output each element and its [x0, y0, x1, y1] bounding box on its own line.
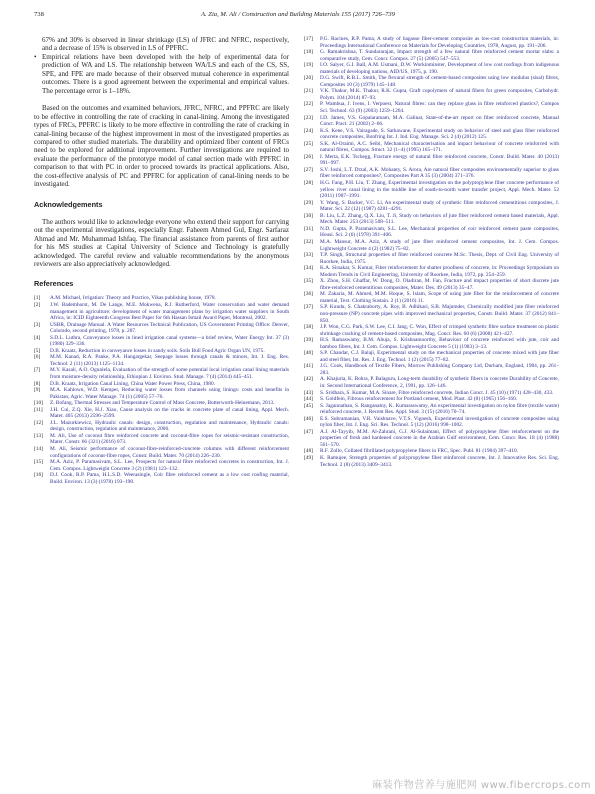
- reference-link[interactable]: P.G. Racines, R.P. Pama, A study of bagasse fiber-cement composite as low-cost construction materials, in: Proceedings International Conference on Materials for Developing Countries, 1978, August, pp. 191–206.: [320, 36, 559, 49]
- reference-item: [34, 472, 289, 485]
- reference-number: [23]: [304, 114, 313, 121]
- bullet-dot-icon: •: [34, 52, 37, 61]
- reference-number: [1]: [34, 295, 41, 302]
- reference-number: [30]: [304, 212, 313, 219]
- running-head-citation: A. Zia, M. Ali / Construction and Building Materials 155 (2017) 726–739: [200, 11, 396, 18]
- reference-link[interactable]: Z. Bofang, Thermal Stresses and Temperature Control of Mass Concrete, Butterworth-Heinemann, 2013.: [50, 400, 275, 407]
- reference-number: [41]: [304, 363, 313, 370]
- reference-item: [304, 49, 559, 62]
- reference-item: [304, 363, 559, 376]
- reference-link[interactable]: M. Ali, Use of coconut fibre reinforced concrete and coconut-fibre ropes for seismic-resistant construction, Mater. Constr. 66 (321) (2016) 073.: [50, 432, 289, 446]
- reference-link[interactable]: T.P. Singh, Structural properties of fiber reinforced concrete M.Sc. Thesis, Dept. of Civil Eng. University of Roorkee, India, 1975.: [320, 252, 559, 265]
- reference-item: [304, 128, 559, 141]
- reference-number: [38]: [304, 324, 313, 331]
- reference-link[interactable]: D.G. Swift, R.B.L. Smith, The flexural strength of cement-based composites using low modulus (sisal) fibres, Composites 10 (3) (1979) 145–148.: [320, 75, 559, 88]
- reference-number: [43]: [304, 389, 313, 396]
- reference-number: [18]: [304, 49, 313, 56]
- reference-number: [45]: [304, 402, 313, 409]
- reference-item: [304, 403, 559, 416]
- closing-paragraph: Based on the outcomes and examined behaviors, JFRC, NFRC, and PPFRC are likely to be effective in controlling the rate of cracking in canal-lining. Among the investigated types of FRCs, PPFRC is likely to be more effective in controlling the rate of cracking in canal-lining because of the highest improvement in most of the investigated properties as compared to other studied materials. The durability and optimized fiber content of FRCs need to be explored for additional improvement. Further investigations are required to evaluate the performance of the prototype model of canal section made with PPFRC in comparison to that with PC in order to proceed towards its practical applications. Also, the cost-effective analysis of PC and PPFRC for application of canal-lining needs to be investigated.: [34, 104, 289, 189]
- reference-link[interactable]: S.P. Kundu, S. Chakraborty, A. Roy, B. Adhikari, S.B. Majumder, Chemically modified jute fiber reinforced non-pressure (NP) concrete pipes with improved mechanical properties, Constr. Build. Mater. 37 (2012) 841–850.: [320, 304, 559, 324]
- reference-number: [21]: [304, 88, 313, 95]
- reference-number: [42]: [304, 376, 313, 383]
- reference-number: [39]: [304, 337, 313, 344]
- reference-link[interactable]: M.A. Kahlown, W.D. Kemper, Reducing water losses from channels using linings: costs and benefits in Pakistan, Agric. Water Manage. 74 (1) (2005) 57–76.: [50, 387, 289, 400]
- reference-number: [11]: [34, 406, 43, 413]
- reference-number: [37]: [304, 304, 313, 311]
- reference-number: [6]: [34, 354, 41, 361]
- reference-link[interactable]: M.Y. Kasali, A.O. Ogunlela, Evaluation of the strength of some potential local irrigation canal lining materials from moisture-density relationship, Ethiopian J. Environ. Stud. Manage. 7 (4) (2014) 445–451.: [50, 367, 289, 380]
- reference-item: [34, 387, 289, 400]
- reference-link[interactable]: M.M. Kanad, R.A. Panke, P.A. Hangargekar, Seepage losses through canals & minors, Int. J. Eng. Res. Technol. 2 (11) (2013) 1125–1134.: [50, 354, 289, 367]
- reference-number: [25]: [304, 140, 313, 147]
- reference-link[interactable]: S. Sridhara, S. Kumar, M.A. Sinare, Fibre reinforced concrete, Indian Concr. J. 45 (10) (1971) 428–430, 433.: [320, 389, 554, 396]
- reference-item: [304, 200, 559, 213]
- reference-link[interactable]: M.A. Aziz, P. Paramasivam, S.L. Lee, Prospects for natural fibre reinforced concretes in construction, Int. J. Cem. Compos. Lightweight Concrete 3 (2) (1981) 123–132.: [50, 459, 289, 472]
- reference-number: [15]: [34, 459, 43, 466]
- reference-link[interactable]: A.M. Michael, Irrigation: Theory and Practice, Vikas publishing house, 1978.: [50, 295, 216, 302]
- reference-item: [304, 226, 559, 239]
- intro-text: 67% and 30% is observed in linear shrinkage (LS) of JFRC and NFRC, respectively, and a decrease of 15% is observed in LS of PPFRC.: [42, 36, 289, 53]
- reference-item: [304, 213, 559, 226]
- reference-item: [34, 335, 289, 348]
- reference-number: [44]: [304, 396, 313, 403]
- ack-heading: Acknowledgements: [34, 199, 103, 209]
- reference-link[interactable]: M. Ali, Seismic performance of coconut-fibre-reinforced-concrete columns with different reinforcement configurations of coconut-fibre ropes, Constr. Build. Mater. 70 (2014) 226–230.: [50, 446, 289, 459]
- reference-item: [304, 141, 559, 154]
- reference-number: [22]: [304, 101, 313, 108]
- reference-link[interactable]: M.A. Mansur, M.A. Aziz, A study of jute fiber reinforced cement composites, Int. J. Cem. Compos. Lightweight Concrete 4 (2) (1982) 75–82.: [320, 238, 559, 252]
- reference-item: [304, 36, 559, 49]
- reference-number: [17]: [304, 36, 313, 42]
- reference-number: [35]: [304, 278, 313, 285]
- reference-link[interactable]: S.P. Chandar, C.J. Balaji, Experimental study on the mechanical properties of concrete mixed with jute fiber and steel fiber, Int. Res. J. Eng. Technol. 1 (2) (2015) 77–82.: [320, 350, 559, 363]
- reference-item: [34, 354, 289, 367]
- reference-number: [26]: [304, 153, 313, 160]
- reference-link[interactable]: K. Ramujee, Strength properties of polypropylene fiber reinforced concrete, Int. J. Innovative Res. Sci. Eng. Technol. 2 (8) (2013) 3409–3413.: [320, 455, 559, 468]
- reference-link[interactable]: H.G. Fang, P.H. Liu, T. Zhang, Experimental investigation on the polypropylene fiber concrete performance of yellow river canal lining in the middle line of south-to-north water transfer project, Appl. Mech. Mater. 52 (2011) 1987–1991.: [320, 180, 559, 200]
- right-column: [304, 36, 559, 468]
- reference-link[interactable]: P. Wambua, J. Ivens, I. Verpoest, Natural fibres: can they replace glass in fibre reinforced plastics?, Compos Sci. Technol. 63 (9) (2003) 1259–1264.: [320, 101, 559, 115]
- reference-item: [34, 420, 289, 433]
- reference-link[interactable]: J.L. Mazurkiewicz, Hydraulic canals: design, construction, regulation and maintenance, Hydraulic canals: design, construction, regulation and maintenance, 2006.: [50, 419, 289, 433]
- reference-item: [34, 459, 289, 472]
- reference-number: [32]: [304, 238, 313, 245]
- reference-item: [304, 252, 559, 265]
- reference-item: [304, 304, 559, 324]
- reference-item: [304, 154, 559, 167]
- reference-number: [12]: [34, 419, 43, 426]
- running-header: [34, 7, 562, 21]
- reference-number: [46]: [304, 415, 313, 422]
- reference-link[interactable]: S.V. Joshi, L.T. Drzal, A.K. Mohanty, S. Arora, Are natural fiber composites environmentally superior to glass fiber reinforced composites?, Composites Part A 35 (3) (2004) 371–376.: [320, 166, 559, 180]
- reference-number: [34]: [304, 265, 313, 272]
- reference-number: [14]: [34, 446, 43, 452]
- reference-number: [47]: [304, 428, 313, 435]
- reference-item: [304, 167, 559, 180]
- reference-link[interactable]: S. Jagannathan, S. Ranganatny, K. Kumaraswamy, An experimental investigation on nylon fibre (textile waste) reinforced concrete, J. Recent Res. Appl. Stud. 3 (15) (2016) 70–74.: [320, 402, 559, 416]
- reference-link[interactable]: S.D.L. Luthra, Conveyance losses in lined irrigation canal systems—a brief review, Water Energy Int. 37 (3) (1980) 329–336.: [50, 334, 289, 348]
- reference-link[interactable]: D.B. Kraatz, Irrigation Canal Lining, China Water Power Press, China, 1980.: [50, 380, 215, 387]
- reference-link[interactable]: D.B. Kraatz, Reduction in conveyance losses in sandy soils. Soils Bull Food Agric Organ UN, 1975.: [50, 347, 265, 354]
- reference-link[interactable]: Y. Wang, S. Backer, V.C. Li, An experimental study of synthetic fibre reinforced cementitious composites, J. Mater. Sci. 22 (12) (1987) 4281–4291.: [320, 199, 559, 213]
- reference-item: [304, 88, 559, 101]
- reference-item: [304, 265, 559, 278]
- reference-number: [36]: [304, 291, 313, 298]
- reference-number: [29]: [304, 199, 313, 206]
- reference-number: [2]: [34, 301, 41, 308]
- ack-text: The authors would like to acknowledge everyone who extend their support for carrying out the experimental investigations, especially Engr. Faheem Ahmed Gul, Engr. Sarfaraz Ahmad and Mr. Muhammad Ishfaq. The financial assistance from parents of first author for his MS studies at Capital University of Science and Technology is gratefully acknowledged. The careful review and valuable recommendations by the anonymous reviewers are also appreciatively acknowledged.: [34, 217, 289, 268]
- reference-item: [304, 376, 559, 389]
- reference-item: [34, 367, 289, 380]
- reference-link[interactable]: J.W. Bademhorst, M. De Lange, M.E. Mokwena, R.J. Rutherford, Water conservation and water demand management in agriculture: development of water management plans by irrigation water suppliers in South Africa, in: ICID Eighteenth Congress Best Paper for 6th Hassan Ismail Award Paper, Montreal, 2002.: [50, 301, 289, 322]
- reference-number: [40]: [304, 350, 313, 357]
- reference-item: [304, 416, 559, 429]
- reference-link[interactable]: A.J. Al-Tayyib, M.M. Al-Zahrani, G.J. Al-Sulaimani, Effect of polypropylene fiber reinforcement on the properties of fresh and hardened concrete in the Arabian Gulf environment, Cem. Concr. Res. 18 (4) (1988) 561–570.: [320, 428, 559, 448]
- reference-number: [13]: [34, 432, 43, 439]
- reference-number: [49]: [304, 455, 313, 461]
- bullet-empirical-relations: • Empirical relations have been developed with the help of experimental data for prediction of WA and LS. The relationship between WA/LS and each of the CS, SS, SPE, and FPE are made because of their observed mutual coherence in experimental outcomes. There is a good agreement between the experimental and empirical values. The percentage error is 1–18%.: [34, 52, 289, 95]
- reference-item: [304, 180, 559, 200]
- reference-link[interactable]: V.K. Thakur, M.K. Thakur, R.K. Gupta, Graft copolymers of natural fibers for green composites, Carbohydr. Polym. 104 (2014) 87–93.: [320, 88, 559, 101]
- reference-number: [5]: [34, 347, 41, 354]
- reference-link[interactable]: S.K. Al-Oraimi, A.C. Seibi, Mechanical characterisation and impact behaviour of concrete reinforced with natural fibres, Compos. Struct. 32 (1–4) (1995) 165–171.: [320, 140, 559, 154]
- reference-link[interactable]: I. Merta, E.K. Tschegg, Fracture energy of natural fibre reinforced concrete, Constr. Build. Mater. 40 (2013) 991–997.: [320, 153, 559, 167]
- reference-number: [33]: [304, 252, 313, 259]
- reference-link[interactable]: R.F. Zollo, Collated fibrillated polypropylene fibers in FRC, Spec. Publ. 81 (1984) 397–410.: [320, 448, 519, 455]
- reference-number: [31]: [304, 225, 313, 232]
- reference-item: [304, 324, 559, 337]
- reference-item: [34, 433, 289, 446]
- reference-item: [304, 455, 559, 468]
- reference-number: [7]: [34, 367, 41, 374]
- reference-number: [27]: [304, 166, 313, 173]
- reference-link[interactable]: K.A. Sirsakar, S. Kumar, Fiber reinforcement for shatter proofness of concrete, in: Proceedings Symposium on Modern Trends in Civil Engineering, University of Roorkee, India, 1972, pp. 254–259.: [320, 265, 559, 278]
- reference-link[interactable]: N.D. Gupta, P. Paramasivam, S.L. Lee, Mechanical properties of coir reinforced cement paste composites, Housi. Sci. 2 (6) (1978) 391–406.: [320, 225, 559, 239]
- reference-item: [34, 322, 289, 335]
- reference-link[interactable]: M. Zakaria, M. Ahmed, M.M. Hoque, S. Islam, Scope of using jute fiber for the reinforcement of concrete material, Text. Clothing Sustain. 2 (1) (2016) 11.: [320, 291, 559, 304]
- reference-list-left: [34, 295, 289, 485]
- reference-number: [10]: [34, 400, 43, 407]
- reference-item: [34, 407, 289, 420]
- reference-item: [304, 239, 559, 252]
- reference-number: [20]: [304, 75, 313, 82]
- reference-number: [24]: [304, 127, 313, 134]
- reference-link[interactable]: J.H. Cui, Z.Q. Xie, H.J. Xiao, Cause analysis on the cracks in concrete plate of canal lining, Appl. Mech. Mater. 405 (2013) 2596–2599.: [50, 406, 289, 420]
- reference-number: [3]: [34, 321, 41, 328]
- watermark: 麻装作物营养与施肥网 www.fibercrops.com: [372, 780, 591, 791]
- reference-link[interactable]: K.S. Kene, V.S. Vairagade, S. Sathawane, Experimental study on behavior of steel and glass fiber reinforced concrete composites, Bonfring Int. J. Ind. Eng. Manage. Sci. 2 (4) (2012) 125.: [320, 127, 559, 141]
- reference-item: [34, 302, 289, 322]
- reference-item: [304, 278, 559, 291]
- reference-number: [4]: [34, 334, 41, 341]
- reference-list-right: [304, 36, 559, 468]
- reference-item: [304, 75, 559, 88]
- reference-link[interactable]: A. Khajuria, K. Bohra, P. Balaguru, Long-term durability of synthetic fibers in concrete Durability of Concrete, in: Second International Conference, 2, 1991, pp. 126–146.: [320, 376, 559, 389]
- reference-link[interactable]: S. Goldfein, Fibrous reinforcement for Portland cement, Mod. Plast. 42 (8) (1965) 156–160.: [320, 396, 518, 403]
- reference-link[interactable]: B. Liu, L.Z. Zhang, Q.X. Liu, T. Ji, Study on behaviors of jute fiber reinforced cement based materials, Appl. Mech. Mater. 253 (2013) 508–511.: [320, 212, 559, 226]
- reference-link[interactable]: I.D. James, V.S. Gopalaratnam, M.A. Galinat, State-of-the-art report on fiber reinforced concrete, Manual Concr. Pract. 21 (2002) 2–66.: [320, 114, 559, 128]
- reference-item: [304, 101, 559, 114]
- reference-item: [304, 115, 559, 128]
- references-heading: References: [34, 279, 74, 289]
- reference-link[interactable]: X. Zhou, S.H. Ghaffar, W. Dong, O. Oladiran, M. Fan, Fracture and impact properties of short discrete jute fibre-reinforced cementitious composites, Mater. Des. 49 (2013) 35–47.: [320, 278, 559, 291]
- reference-item: [304, 291, 559, 304]
- reference-item: [34, 446, 289, 459]
- reference-link[interactable]: J.G. Cook, Handbook of Textile Fibers, Morrow Publishing Company Ltd, Durham, England, 1984, pp. 261–283.: [320, 363, 559, 376]
- reference-number: [19]: [304, 62, 313, 69]
- reference-link[interactable]: E.S. Subramanian, V.R. Vaishnave, V.T.S. Vignesh, Experimental investigation of concrete composites using nylon fiber, Int. J. Eng. Sci. Res. Technol. 5 (12) (2016) 998–1002.: [320, 415, 559, 429]
- reference-item: [304, 350, 559, 363]
- reference-link[interactable]: G. Ramakrishna, T. Sundararajan, Impact strength of a few natural fibre reinforced cement mortar slabs: a comparative study, Cem. Concr. Compos. 27 (5) (2005) 547–553.: [320, 49, 559, 62]
- reference-number: [8]: [34, 380, 41, 387]
- reference-item: [304, 429, 559, 449]
- reference-link[interactable]: I.O. Salyer, G.I. Ball, A.M. Usmani, D.W. Workinminster, Development of low cost roofings from indigenous materials of developing nations, AID/US, 1975, p. 190.: [320, 62, 559, 75]
- reference-link[interactable]: USBR, Drainage Manual. A Water Resources Technical Publication, US Government Printing Office: Denver, Colorado, second printing, 1978, p. 287.: [50, 321, 289, 335]
- reference-link[interactable]: D.J. Cook, R.P. Pama, H.L.S.D. Weerasingle, Coir fibre reinforced cement as a low cost roofing material, Build. Environ. 13 (3) (1978) 193–198.: [50, 472, 289, 485]
- page-number: 738: [34, 11, 44, 18]
- reference-number: [16]: [34, 472, 43, 479]
- reference-number: [48]: [304, 448, 313, 455]
- reference-item: [304, 62, 559, 75]
- reference-number: [9]: [34, 387, 41, 394]
- reference-number: [28]: [304, 180, 313, 187]
- reference-link[interactable]: H.S. Ramaswamy, B.M. Ahuja, S. Krishnamoorthy, Behaviour of concrete reinforced with jute, coir and bamboo fibres, Int. J. Cem. Compos. Lightweight Concrete 5 (1) (1983) 3–13.: [320, 337, 559, 350]
- reference-link[interactable]: J.P. Won, C.G. Park, S.W. Lee, C.I. Jang, C. Won, Effect of crimped synthetic fibre surface treatment on plastic shrinkage cracking of cement-based composites, Mag. Concr. Res. 60 (6) (2008) 421–427.: [320, 324, 559, 337]
- reference-item: [304, 337, 559, 350]
- left-column: [34, 36, 289, 485]
